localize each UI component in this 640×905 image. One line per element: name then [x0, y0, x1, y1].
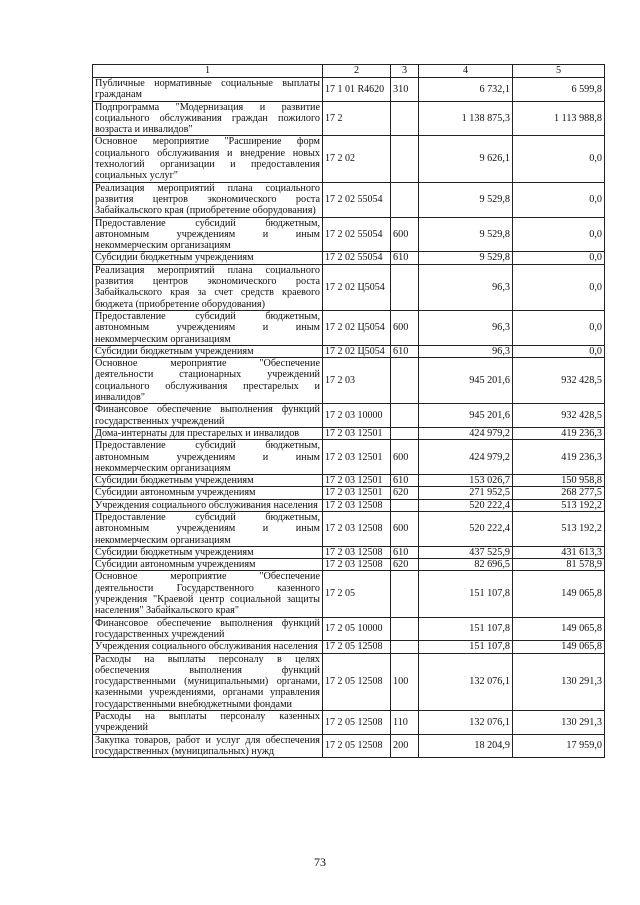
row-type: 110: [391, 711, 419, 735]
row-name: Субсидии бюджетным учреждениям: [93, 475, 323, 487]
row-code: 17 2 03 12508: [323, 499, 391, 511]
row-name: Субсидии автономным учреждениям: [93, 559, 323, 571]
row-value-1: 132 076,1: [419, 711, 513, 735]
row-value-1: 9 626,1: [419, 136, 513, 182]
table-row: [93, 734, 605, 758]
row-type: 600: [391, 217, 419, 252]
row-value-2: 0,0: [513, 264, 605, 310]
row-code: 17 2 03 12508: [323, 546, 391, 558]
row-type: [391, 404, 419, 428]
row-value-2: 149 065,8: [513, 571, 605, 617]
row-type: [391, 358, 419, 404]
row-code: 17 2 05 12508: [323, 653, 391, 710]
table-row: [93, 345, 605, 357]
row-name: Закупка товаров, работ и услуг для обеспечения государственных (муниципальных) нужд: [93, 734, 323, 758]
row-value-2: 513 192,2: [513, 499, 605, 511]
row-type: [391, 182, 419, 217]
row-value-2: 419 236,3: [513, 440, 605, 475]
row-name: Подпрограмма "Модернизация и развитие социального обслуживания граждан пожилого возраста и инвалидов": [93, 101, 323, 136]
table-row: [93, 511, 605, 546]
row-code: 17 2 05: [323, 571, 391, 617]
row-code: 17 2 02 Ц5054: [323, 264, 391, 310]
row-value-2: 268 277,5: [513, 487, 605, 499]
table-row: [93, 641, 605, 653]
row-type: 100: [391, 653, 419, 710]
row-type: 610: [391, 252, 419, 264]
row-type: [391, 136, 419, 182]
row-name: Учреждения социального обслуживания населения: [93, 641, 323, 653]
column-header-3: 3: [391, 65, 419, 78]
budget-table: [92, 64, 605, 758]
column-header-5: 5: [513, 65, 605, 78]
row-code: 17 2 02 55054: [323, 182, 391, 217]
row-value-2: 0,0: [513, 217, 605, 252]
table-row: [93, 617, 605, 641]
row-code: 17 2 02 55054: [323, 252, 391, 264]
table-row: [93, 559, 605, 571]
row-value-1: 6 732,1: [419, 78, 513, 102]
row-value-1: 424 979,2: [419, 440, 513, 475]
row-name: Предоставление субсидий бюджетным, автономным учреждениям и иным некоммерческим организациям: [93, 217, 323, 252]
row-value-1: 18 204,9: [419, 734, 513, 758]
row-type: [391, 101, 419, 136]
row-code: 17 2 03 12508: [323, 559, 391, 571]
row-name: Субсидии бюджетным учреждениям: [93, 345, 323, 357]
table-row: [93, 711, 605, 735]
row-value-1: 82 696,5: [419, 559, 513, 571]
row-value-2: 513 192,2: [513, 511, 605, 546]
table-row: [93, 546, 605, 558]
row-value-1: 520 222,4: [419, 499, 513, 511]
row-code: 17 2 02 55054: [323, 217, 391, 252]
row-code: 17 2: [323, 101, 391, 136]
row-name: Реализация мероприятий плана социального развития центров экономического роста Забайкальского края (приобретение оборудования): [93, 182, 323, 217]
page-number: 73: [314, 855, 326, 869]
row-value-2: 130 291,3: [513, 653, 605, 710]
row-value-2: 150 958,8: [513, 475, 605, 487]
row-type: [391, 499, 419, 511]
table-row: [93, 78, 605, 102]
row-value-2: 6 599,8: [513, 78, 605, 102]
row-value-2: 431 613,3: [513, 546, 605, 558]
row-name: Расходы на выплаты персоналу казенных учреждений: [93, 711, 323, 735]
table-row: [93, 653, 605, 710]
row-value-1: 132 076,1: [419, 653, 513, 710]
column-header-4: 4: [419, 65, 513, 78]
row-value-2: 932 428,5: [513, 404, 605, 428]
budget-table-page: [92, 64, 604, 758]
row-name: Субсидии автономным учреждениям: [93, 487, 323, 499]
row-value-1: 96,3: [419, 264, 513, 310]
table-row: [93, 217, 605, 252]
row-value-2: 17 959,0: [513, 734, 605, 758]
row-code: 17 2 02: [323, 136, 391, 182]
row-value-2: 1 113 988,8: [513, 101, 605, 136]
row-type: 620: [391, 559, 419, 571]
row-code: 17 1 01 R4620: [323, 78, 391, 102]
row-name: Основное мероприятие "Обеспечение деятельности стационарных учреждений социального обслуживания престарелых и инвалидов": [93, 358, 323, 404]
row-value-1: 9 529,8: [419, 182, 513, 217]
row-value-2: 149 065,8: [513, 617, 605, 641]
row-type: 200: [391, 734, 419, 758]
column-header-1: 1: [93, 65, 323, 78]
row-value-2: 149 065,8: [513, 641, 605, 653]
row-type: 600: [391, 440, 419, 475]
table-row: [93, 310, 605, 345]
table-row: [93, 487, 605, 499]
row-name: Предоставление субсидий бюджетным, автономным учреждениям и иным некоммерческим организациям: [93, 310, 323, 345]
row-value-1: 96,3: [419, 345, 513, 357]
row-code: 17 2 02 Ц5054: [323, 310, 391, 345]
row-type: [391, 617, 419, 641]
row-value-1: 96,3: [419, 310, 513, 345]
table-row: [93, 571, 605, 617]
row-code: 17 2 05 12508: [323, 734, 391, 758]
table-row: [93, 499, 605, 511]
row-name: Субсидии бюджетным учреждениям: [93, 252, 323, 264]
row-value-2: 130 291,3: [513, 711, 605, 735]
row-code: 17 2 03 12501: [323, 475, 391, 487]
column-header-2: 2: [323, 65, 391, 78]
table-body: [93, 78, 605, 758]
row-name: Учреждения социального обслуживания населения: [93, 499, 323, 511]
table-row: [93, 404, 605, 428]
row-code: 17 2 03 10000: [323, 404, 391, 428]
row-value-1: 9 529,8: [419, 217, 513, 252]
row-name: Дома-интернаты для престарелых и инвалидов: [93, 427, 323, 439]
row-type: 610: [391, 546, 419, 558]
row-value-1: 151 107,8: [419, 617, 513, 641]
row-name: Реализация мероприятий плана социального развития центров экономического роста Забайкальского края за счет средств краевого бюджета (приобретение оборудования): [93, 264, 323, 310]
row-value-1: 153 026,7: [419, 475, 513, 487]
row-value-2: 0,0: [513, 310, 605, 345]
row-name: Финансовое обеспечение выполнения функций государственных учреждений: [93, 617, 323, 641]
row-type: 310: [391, 78, 419, 102]
row-type: [391, 571, 419, 617]
row-value-2: 0,0: [513, 136, 605, 182]
row-code: 17 2 05 10000: [323, 617, 391, 641]
row-code: 17 2 05 12508: [323, 641, 391, 653]
row-code: 17 2 03 12501: [323, 440, 391, 475]
table-row: [93, 358, 605, 404]
row-type: 600: [391, 310, 419, 345]
row-name: Финансовое обеспечение выполнения функций государственных учреждений: [93, 404, 323, 428]
row-type: 620: [391, 487, 419, 499]
row-value-1: 271 952,5: [419, 487, 513, 499]
table-row: [93, 427, 605, 439]
row-code: 17 2 03 12501: [323, 427, 391, 439]
table-row: [93, 475, 605, 487]
row-type: 610: [391, 475, 419, 487]
row-name: Основное мероприятие "Расширение форм социального обслуживания и внедрение новых технологий организации и предоставления социальных услуг": [93, 136, 323, 182]
row-type: [391, 264, 419, 310]
table-header-row: [93, 65, 605, 78]
row-value-1: 424 979,2: [419, 427, 513, 439]
row-value-1: 9 529,8: [419, 252, 513, 264]
row-value-1: 945 201,6: [419, 358, 513, 404]
row-value-1: 1 138 875,3: [419, 101, 513, 136]
row-value-2: 932 428,5: [513, 358, 605, 404]
row-value-1: 151 107,8: [419, 641, 513, 653]
row-code: 17 2 02 Ц5054: [323, 345, 391, 357]
table-row: [93, 182, 605, 217]
row-value-2: 81 578,9: [513, 559, 605, 571]
row-code: 17 2 03 12508: [323, 511, 391, 546]
row-code: 17 2 03: [323, 358, 391, 404]
row-value-2: 0,0: [513, 252, 605, 264]
row-name: Публичные нормативные социальные выплаты гражданам: [93, 78, 323, 102]
row-type: 600: [391, 511, 419, 546]
table-row: [93, 440, 605, 475]
row-name: Субсидии бюджетным учреждениям: [93, 546, 323, 558]
row-type: 610: [391, 345, 419, 357]
table-row: [93, 101, 605, 136]
table-row: [93, 136, 605, 182]
row-code: 17 2 05 12508: [323, 711, 391, 735]
row-value-2: 0,0: [513, 182, 605, 217]
row-name: Предоставление субсидий бюджетным, автономным учреждениям и иным некоммерческим организациям: [93, 440, 323, 475]
row-value-2: 0,0: [513, 345, 605, 357]
row-name: Предоставление субсидий бюджетным, автономным учреждениям и иным некоммерческим организациям: [93, 511, 323, 546]
row-name: Основное мероприятие "Обеспечение деятельности Государственного казенного учреждения "Краевой центр социальной защиты населения" Забайкальского края": [93, 571, 323, 617]
row-value-1: 437 525,9: [419, 546, 513, 558]
row-value-1: 945 201,6: [419, 404, 513, 428]
row-value-1: 520 222,4: [419, 511, 513, 546]
row-type: [391, 641, 419, 653]
row-value-1: 151 107,8: [419, 571, 513, 617]
row-value-2: 419 236,3: [513, 427, 605, 439]
row-type: [391, 427, 419, 439]
row-code: 17 2 03 12501: [323, 487, 391, 499]
table-row: [93, 252, 605, 264]
table-row: [93, 264, 605, 310]
row-name: Расходы на выплаты персоналу в целях обеспечения выполнения функций государственными (муниципальными) органами, казенными учреждениями, органами управления государственными внебюджетными фондами: [93, 653, 323, 710]
